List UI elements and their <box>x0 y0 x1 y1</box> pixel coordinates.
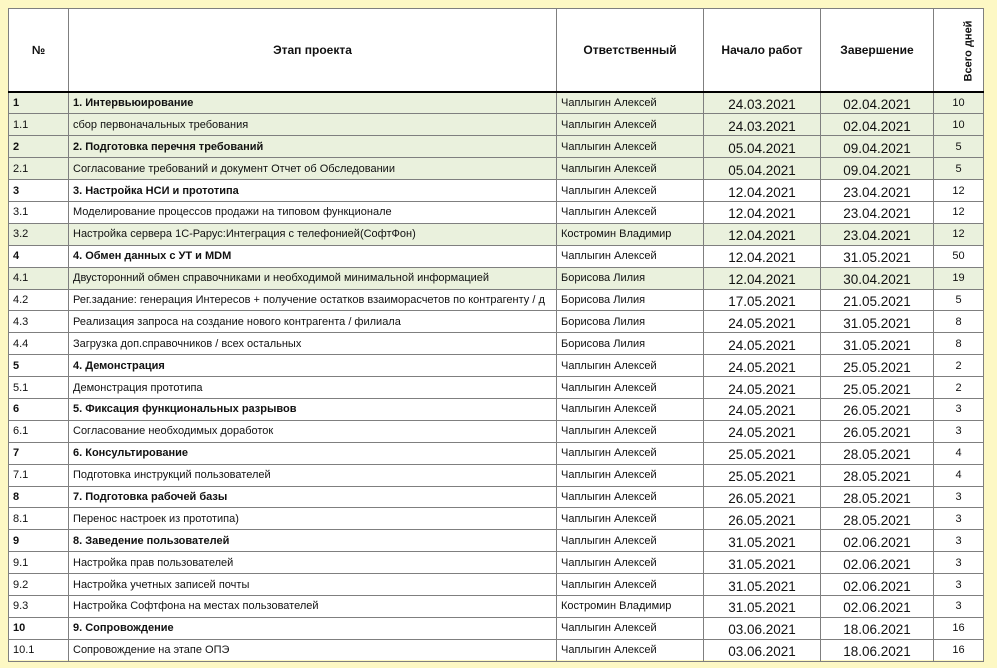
table-row <box>9 114 984 136</box>
cell-end-date[interactable]: 23.04.2021 <box>821 223 934 245</box>
header-end[interactable]: Завершение <box>821 9 934 93</box>
cell-start-date[interactable]: 24.03.2021 <box>704 114 821 136</box>
cell-num[interactable]: 8 <box>9 486 69 508</box>
cell-days[interactable]: 3 <box>934 552 984 574</box>
cell-end-date[interactable]: 25.05.2021 <box>821 355 934 377</box>
cell-stage[interactable]: Рег.задание: генерация Интересов + получение остатков взаиморасчетов по контрагенту / д <box>69 289 557 311</box>
cell-start-date[interactable]: 25.05.2021 <box>704 442 821 464</box>
cell-responsible[interactable]: Чаплыгин Алексей <box>557 420 704 442</box>
cell-num[interactable]: 7 <box>9 442 69 464</box>
cell-start-date[interactable]: 31.05.2021 <box>704 530 821 552</box>
cell-end-date[interactable]: 02.06.2021 <box>821 530 934 552</box>
cell-start-date[interactable]: 24.03.2021 <box>704 92 821 114</box>
cell-end-date[interactable]: 28.05.2021 <box>821 464 934 486</box>
table-row <box>9 552 984 574</box>
cell-start-date[interactable]: 03.06.2021 <box>704 639 821 661</box>
cell-days[interactable]: 12 <box>934 180 984 202</box>
cell-start-date[interactable]: 12.04.2021 <box>704 180 821 202</box>
cell-num[interactable]: 3.1 <box>9 201 69 223</box>
cell-num[interactable]: 10 <box>9 617 69 639</box>
cell-days[interactable]: 3 <box>934 574 984 596</box>
cell-responsible[interactable]: Борисова Лилия <box>557 267 704 289</box>
cell-end-date[interactable]: 18.06.2021 <box>821 639 934 661</box>
cell-responsible[interactable]: Борисова Лилия <box>557 311 704 333</box>
cell-end-date[interactable]: 02.06.2021 <box>821 595 934 617</box>
table-row <box>9 136 984 158</box>
cell-start-date[interactable]: 12.04.2021 <box>704 267 821 289</box>
cell-responsible[interactable]: Чаплыгин Алексей <box>557 552 704 574</box>
table-body <box>9 92 984 661</box>
table-row <box>9 639 984 661</box>
header-start[interactable]: Начало работ <box>704 9 821 93</box>
cell-num[interactable]: 3.2 <box>9 223 69 245</box>
cell-start-date[interactable]: 26.05.2021 <box>704 486 821 508</box>
cell-num[interactable]: 7.1 <box>9 464 69 486</box>
cell-stage[interactable]: 8. Заведение пользователей <box>69 530 557 552</box>
cell-responsible[interactable]: Борисова Лилия <box>557 333 704 355</box>
table-row <box>9 595 984 617</box>
cell-responsible[interactable]: Чаплыгин Алексей <box>557 639 704 661</box>
cell-end-date[interactable]: 02.04.2021 <box>821 92 934 114</box>
cell-stage[interactable]: Согласование требований и документ Отчет об Обследовании <box>69 158 557 180</box>
cell-num[interactable]: 4.4 <box>9 333 69 355</box>
table-row <box>9 420 984 442</box>
table-row <box>9 530 984 552</box>
cell-start-date[interactable]: 26.05.2021 <box>704 508 821 530</box>
table-row <box>9 508 984 530</box>
cell-end-date[interactable]: 28.05.2021 <box>821 486 934 508</box>
cell-days[interactable]: 10 <box>934 114 984 136</box>
cell-days[interactable]: 16 <box>934 639 984 661</box>
cell-responsible[interactable]: Чаплыгин Алексей <box>557 377 704 399</box>
cell-end-date[interactable]: 31.05.2021 <box>821 333 934 355</box>
cell-days[interactable]: 5 <box>934 158 984 180</box>
cell-start-date[interactable]: 05.04.2021 <box>704 158 821 180</box>
cell-start-date[interactable]: 05.04.2021 <box>704 136 821 158</box>
cell-end-date[interactable]: 09.04.2021 <box>821 136 934 158</box>
cell-num[interactable]: 6 <box>9 398 69 420</box>
cell-end-date[interactable]: 30.04.2021 <box>821 267 934 289</box>
cell-num[interactable]: 4.1 <box>9 267 69 289</box>
cell-responsible[interactable]: Чаплыгин Алексей <box>557 201 704 223</box>
cell-days[interactable]: 10 <box>934 92 984 114</box>
cell-end-date[interactable]: 28.05.2021 <box>821 442 934 464</box>
cell-days[interactable]: 3 <box>934 486 984 508</box>
table-row <box>9 355 984 377</box>
table-row <box>9 464 984 486</box>
cell-num[interactable]: 9.1 <box>9 552 69 574</box>
header-responsible[interactable]: Ответственный <box>557 9 704 93</box>
cell-num[interactable]: 9.2 <box>9 574 69 596</box>
cell-start-date[interactable]: 31.05.2021 <box>704 595 821 617</box>
table-row <box>9 398 984 420</box>
cell-stage[interactable]: Перенос настроек из прототипа) <box>69 508 557 530</box>
header-row <box>9 9 984 93</box>
cell-responsible[interactable]: Чаплыгин Алексей <box>557 158 704 180</box>
cell-days[interactable]: 12 <box>934 201 984 223</box>
cell-days[interactable]: 5 <box>934 136 984 158</box>
table-row <box>9 617 984 639</box>
header-days-label: Всего дней <box>962 20 975 82</box>
cell-days[interactable]: 8 <box>934 333 984 355</box>
cell-responsible[interactable]: Чаплыгин Алексей <box>557 508 704 530</box>
cell-end-date[interactable]: 31.05.2021 <box>821 311 934 333</box>
table-row <box>9 180 984 202</box>
cell-responsible[interactable]: Костромин Владимир <box>557 595 704 617</box>
cell-num[interactable]: 1.1 <box>9 114 69 136</box>
cell-days[interactable]: 3 <box>934 398 984 420</box>
cell-days[interactable]: 4 <box>934 442 984 464</box>
cell-num[interactable]: 4 <box>9 245 69 267</box>
cell-stage[interactable]: Демонстрация прототипа <box>69 377 557 399</box>
cell-start-date[interactable]: 24.05.2021 <box>704 420 821 442</box>
cell-start-date[interactable]: 12.04.2021 <box>704 245 821 267</box>
cell-end-date[interactable]: 18.06.2021 <box>821 617 934 639</box>
cell-num[interactable]: 4.3 <box>9 311 69 333</box>
cell-stage[interactable]: 4. Демонстрация <box>69 355 557 377</box>
cell-num[interactable]: 4.2 <box>9 289 69 311</box>
cell-stage[interactable]: 6. Консультирование <box>69 442 557 464</box>
cell-stage[interactable]: Подготовка инструкций пользователей <box>69 464 557 486</box>
cell-responsible[interactable]: Чаплыгин Алексей <box>557 136 704 158</box>
table-row <box>9 92 984 114</box>
cell-days[interactable]: 50 <box>934 245 984 267</box>
cell-days[interactable]: 2 <box>934 355 984 377</box>
cell-stage[interactable]: 2. Подготовка перечня требований <box>69 136 557 158</box>
table-row <box>9 311 984 333</box>
cell-stage[interactable]: Настройка учетных записей почты <box>69 574 557 596</box>
cell-responsible[interactable]: Борисова Лилия <box>557 289 704 311</box>
cell-num[interactable]: 2 <box>9 136 69 158</box>
cell-end-date[interactable]: 25.05.2021 <box>821 377 934 399</box>
cell-days[interactable]: 3 <box>934 595 984 617</box>
cell-stage[interactable]: 7. Подготовка рабочей базы <box>69 486 557 508</box>
cell-responsible[interactable]: Чаплыгин Алексей <box>557 180 704 202</box>
cell-end-date[interactable]: 21.05.2021 <box>821 289 934 311</box>
cell-stage[interactable]: Сопровождение на этапе ОПЭ <box>69 639 557 661</box>
cell-days[interactable]: 5 <box>934 289 984 311</box>
cell-days[interactable]: 16 <box>934 617 984 639</box>
cell-days[interactable]: 3 <box>934 508 984 530</box>
cell-days[interactable]: 8 <box>934 311 984 333</box>
cell-num[interactable]: 5.1 <box>9 377 69 399</box>
header-days[interactable] <box>934 9 984 93</box>
cell-stage[interactable]: 9. Сопровождение <box>69 617 557 639</box>
cell-stage[interactable]: Загрузка доп.справочников / всех остальных <box>69 333 557 355</box>
cell-start-date[interactable]: 12.04.2021 <box>704 201 821 223</box>
cell-num[interactable]: 9.3 <box>9 595 69 617</box>
table-row <box>9 267 984 289</box>
table-row <box>9 158 984 180</box>
cell-start-date[interactable]: 24.05.2021 <box>704 377 821 399</box>
cell-responsible[interactable]: Чаплыгин Алексей <box>557 114 704 136</box>
cell-start-date[interactable]: 24.05.2021 <box>704 311 821 333</box>
cell-stage[interactable]: сбор первоначальных требования <box>69 114 557 136</box>
cell-start-date[interactable]: 31.05.2021 <box>704 574 821 596</box>
cell-end-date[interactable]: 28.05.2021 <box>821 508 934 530</box>
cell-days[interactable]: 12 <box>934 223 984 245</box>
cell-end-date[interactable]: 02.06.2021 <box>821 574 934 596</box>
cell-start-date[interactable]: 31.05.2021 <box>704 552 821 574</box>
cell-stage[interactable]: 4. Обмен данных с УТ и MDM <box>69 245 557 267</box>
cell-start-date[interactable]: 24.05.2021 <box>704 398 821 420</box>
cell-stage[interactable]: Согласование необходимых доработок <box>69 420 557 442</box>
cell-end-date[interactable]: 09.04.2021 <box>821 158 934 180</box>
table-row <box>9 377 984 399</box>
cell-responsible[interactable]: Чаплыгин Алексей <box>557 574 704 596</box>
cell-days[interactable]: 2 <box>934 377 984 399</box>
cell-stage[interactable]: Реализация запроса на создание нового контрагента / филиала <box>69 311 557 333</box>
cell-days[interactable]: 3 <box>934 420 984 442</box>
cell-responsible[interactable]: Чаплыгин Алексей <box>557 486 704 508</box>
cell-end-date[interactable]: 23.04.2021 <box>821 201 934 223</box>
cell-start-date[interactable]: 03.06.2021 <box>704 617 821 639</box>
table-row <box>9 245 984 267</box>
project-plan-sheet <box>8 8 983 660</box>
cell-start-date[interactable]: 12.04.2021 <box>704 223 821 245</box>
cell-responsible[interactable]: Чаплыгин Алексей <box>557 398 704 420</box>
cell-end-date[interactable]: 02.04.2021 <box>821 114 934 136</box>
cell-num[interactable]: 10.1 <box>9 639 69 661</box>
cell-stage[interactable]: Моделирование процессов продажи на типовом функционале <box>69 201 557 223</box>
cell-stage[interactable]: Настройка прав пользователей <box>69 552 557 574</box>
table-row <box>9 223 984 245</box>
table-row <box>9 201 984 223</box>
cell-start-date[interactable]: 24.05.2021 <box>704 355 821 377</box>
cell-start-date[interactable]: 25.05.2021 <box>704 464 821 486</box>
table-row <box>9 442 984 464</box>
cell-num[interactable]: 3 <box>9 180 69 202</box>
cell-responsible[interactable]: Чаплыгин Алексей <box>557 530 704 552</box>
cell-num[interactable]: 9 <box>9 530 69 552</box>
table-row <box>9 289 984 311</box>
cell-responsible[interactable]: Костромин Владимир <box>557 223 704 245</box>
cell-days[interactable]: 4 <box>934 464 984 486</box>
cell-days[interactable]: 3 <box>934 530 984 552</box>
table-row <box>9 333 984 355</box>
cell-num[interactable]: 1 <box>9 92 69 114</box>
cell-start-date[interactable]: 17.05.2021 <box>704 289 821 311</box>
cell-end-date[interactable]: 31.05.2021 <box>821 245 934 267</box>
cell-stage[interactable]: 3. Настройка НСИ и прототипа <box>69 180 557 202</box>
cell-num[interactable]: 2.1 <box>9 158 69 180</box>
cell-stage[interactable]: Настройка сервера 1С-Рарус:Интеграция с телефонией(СофтФон) <box>69 223 557 245</box>
header-num[interactable]: № <box>9 9 69 93</box>
cell-days[interactable]: 19 <box>934 267 984 289</box>
cell-responsible[interactable]: Чаплыгин Алексей <box>557 245 704 267</box>
cell-num[interactable]: 6.1 <box>9 420 69 442</box>
cell-stage[interactable]: 5. Фиксация функциональных разрывов <box>69 398 557 420</box>
cell-responsible[interactable]: Чаплыгин Алексей <box>557 617 704 639</box>
table-row <box>9 574 984 596</box>
cell-responsible[interactable]: Чаплыгин Алексей <box>557 442 704 464</box>
cell-end-date[interactable]: 26.05.2021 <box>821 420 934 442</box>
project-plan-table <box>8 8 984 662</box>
cell-responsible[interactable]: Чаплыгин Алексей <box>557 464 704 486</box>
cell-num[interactable]: 8.1 <box>9 508 69 530</box>
cell-stage[interactable]: Настройка Софтфона на местах пользователей <box>69 595 557 617</box>
header-stage[interactable]: Этап проекта <box>69 9 557 93</box>
cell-end-date[interactable]: 23.04.2021 <box>821 180 934 202</box>
cell-stage[interactable]: 1. Интервьюирование <box>69 92 557 114</box>
cell-end-date[interactable]: 02.06.2021 <box>821 552 934 574</box>
cell-start-date[interactable]: 24.05.2021 <box>704 333 821 355</box>
cell-stage[interactable]: Двусторонний обмен справочниками и необходимой минимальной информацией <box>69 267 557 289</box>
cell-end-date[interactable]: 26.05.2021 <box>821 398 934 420</box>
table-row <box>9 486 984 508</box>
cell-responsible[interactable]: Чаплыгин Алексей <box>557 92 704 114</box>
cell-responsible[interactable]: Чаплыгин Алексей <box>557 355 704 377</box>
cell-num[interactable]: 5 <box>9 355 69 377</box>
